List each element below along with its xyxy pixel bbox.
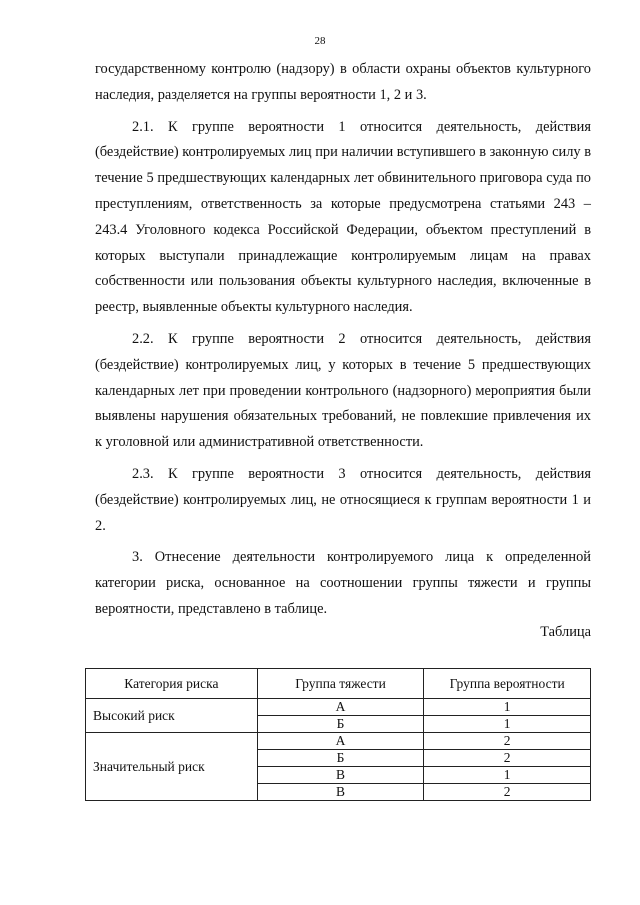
category-cell: Высокий риск — [86, 699, 258, 733]
severity-cell: А — [257, 699, 424, 716]
probability-cell: 2 — [424, 750, 591, 767]
body-text — [95, 57, 591, 623]
probability-cell: 1 — [424, 716, 591, 733]
severity-cell: А — [257, 733, 424, 750]
page-number: 28 — [314, 35, 326, 47]
risk-table — [85, 668, 591, 801]
severity-cell: Б — [257, 750, 424, 767]
probability-cell: 1 — [424, 767, 591, 784]
header-category: Категория риска — [86, 669, 258, 699]
table-caption: Таблица — [540, 624, 591, 640]
paragraph-3: 3. Отнесение деятельности контролируемого лица к определенной категории риска, основанное на соотношении группы тяжести и группы вероятности, представлено в таблице. — [95, 549, 591, 617]
probability-cell: 2 — [424, 733, 591, 750]
table-row — [86, 733, 591, 750]
severity-cell: В — [257, 784, 424, 801]
paragraph: государственному контролю (надзору) в области охраны объектов культурного наследия, разделяется на группы вероятности 1, 2 и 3. — [95, 61, 591, 103]
table-row — [86, 699, 591, 716]
paragraph-2-1: 2.1. К группе вероятности 1 относится деятельность, действия (бездействие) контролируемых лиц при наличии вступившего в законную силу в течение 5 предшествующих календарных лет обвинительного приговора суда по преступлениям, ответственность за которые предусмотрена статьями 243 – 243.4 Уголовного кодекса Российской Федерации, объектом преступлений в которых выступали принадлежащие контролируемым лицам на правах собственности или пользования объекты культурного наследия, включенные в реестр, выявленные объекты культурного наследия. — [95, 118, 591, 316]
probability-cell: 1 — [424, 699, 591, 716]
severity-cell: Б — [257, 716, 424, 733]
category-cell: Значительный риск — [86, 733, 258, 801]
paragraph-2-3: 2.3. К группе вероятности 3 относится деятельность, действия (бездействие) контролируемых лиц, не относящиеся к группам вероятности 1 и 2. — [95, 465, 591, 534]
table-header-row — [86, 669, 591, 699]
header-severity: Группа тяжести — [257, 669, 424, 699]
probability-cell: 2 — [424, 784, 591, 801]
severity-cell: В — [257, 767, 424, 784]
header-probability: Группа вероятности — [424, 669, 591, 699]
paragraph-2-2: 2.2. К группе вероятности 2 относится деятельность, действия (бездействие) контролируемых лиц, у которых в течение 5 предшествующих календарных лет при проведении контрольного (надзорного) мероприятия были выявлены нарушения обязательных требований, не повлекшие привлечения их к уголовной или административной ответственности. — [95, 330, 591, 451]
